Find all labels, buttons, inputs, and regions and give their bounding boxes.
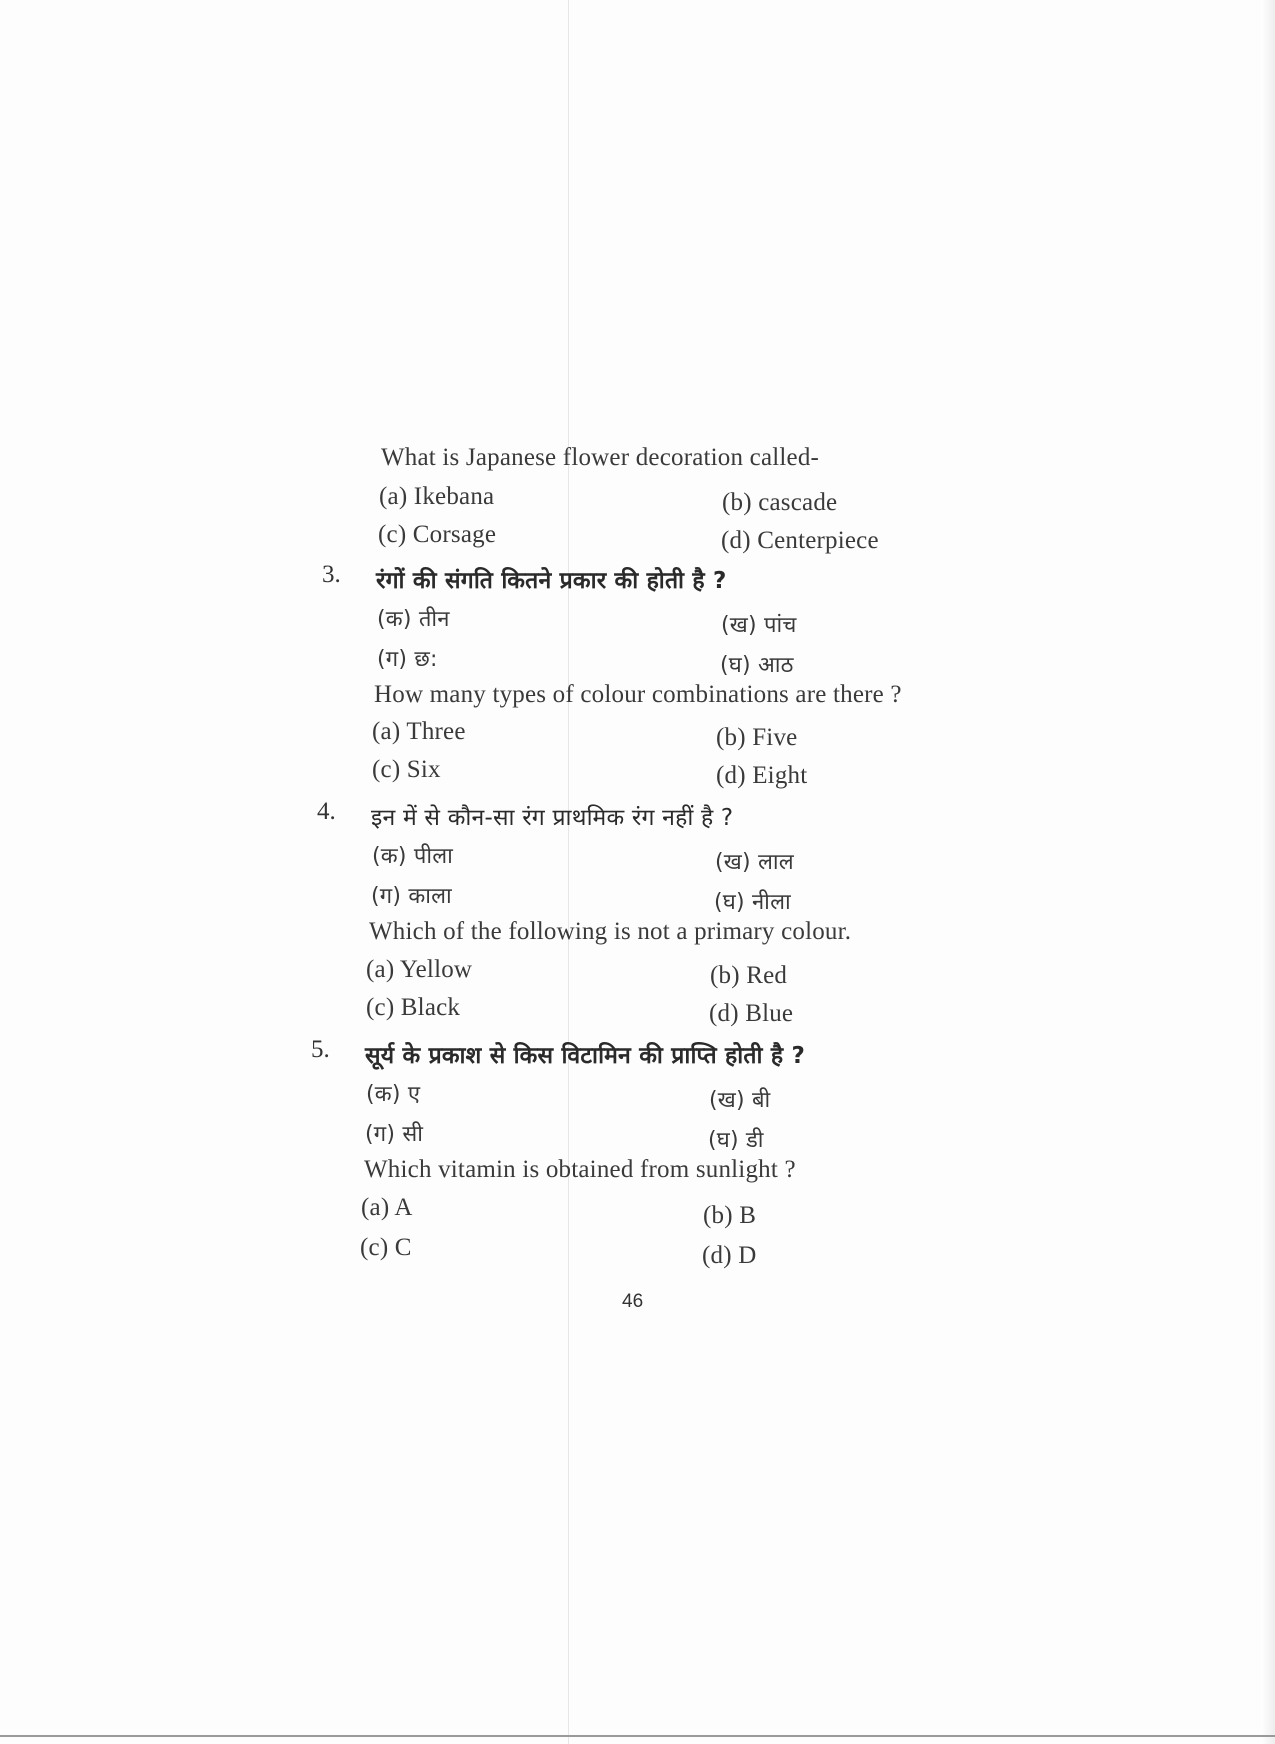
q3-option-b: (b) Five (716, 724, 798, 751)
q5-option-b: (b) B (703, 1202, 757, 1229)
q4-option-a: (a) Yellow (366, 956, 473, 983)
q3-hindi-question: रंगों की संगति कितने प्रकार की होती है ? (376, 568, 727, 594)
page-number: 46 (622, 1291, 644, 1312)
q5-hindi-option-ga: (ग) सी (365, 1122, 424, 1147)
q5-number: 5. (311, 1036, 330, 1063)
q4-hindi-option-ga: (ग) काला (371, 884, 452, 909)
scan-fold-line (568, 0, 569, 1744)
q3-hindi-option-kha: (ख) पांच (721, 613, 797, 638)
q5-option-a: (a) A (361, 1194, 413, 1221)
q5-hindi-option-ka: (क) ए (366, 1082, 421, 1107)
q3-option-a: (a) Three (372, 718, 466, 745)
q3-hindi-option-ka: (क) तीन (377, 607, 450, 632)
q4-hindi-option-kha: (ख) लाल (715, 850, 794, 875)
q4-option-c: (c) Black (366, 994, 461, 1021)
q5-option-c: (c) C (360, 1234, 412, 1261)
q3-english-question: How many types of colour combinations are there ? (374, 681, 902, 708)
q5-english-question: Which vitamin is obtained from sunlight ? (364, 1156, 796, 1183)
q3-option-d: (d) Eight (716, 762, 808, 789)
q4-option-d: (d) Blue (709, 1000, 794, 1027)
q3-hindi-option-gha: (घ) आठ (720, 653, 794, 678)
q4-number: 4. (317, 798, 336, 825)
q4-option-b: (b) Red (710, 962, 788, 989)
q2-option-b: (b) cascade (722, 489, 838, 516)
q5-option-d: (d) D (702, 1242, 757, 1269)
scan-bottom-edge (0, 1735, 1275, 1737)
q3-number: 3. (322, 561, 341, 588)
q4-hindi-option-gha: (घ) नीला (714, 890, 791, 915)
q4-hindi-question: इन में से कौन-सा रंग प्राथमिक रंग नहीं है ? (371, 805, 734, 831)
q4-english-question: Which of the following is not a primary colour. (369, 918, 852, 945)
q2-option-c: (c) Corsage (378, 521, 497, 548)
scan-edge-shadow (1261, 0, 1275, 1744)
q4-hindi-option-ka: (क) पीला (372, 844, 454, 869)
q3-hindi-option-ga: (ग) छ: (377, 647, 438, 672)
q2-option-a: (a) Ikebana (379, 483, 495, 510)
q3-option-c: (c) Six (372, 756, 441, 783)
q2-option-d: (d) Centerpiece (721, 527, 879, 554)
q5-hindi-question: सूर्य के प्रकाश से किस विटामिन की प्राप्ति होती है ? (365, 1043, 806, 1069)
q5-hindi-option-gha: (घ) डी (708, 1128, 764, 1153)
q5-hindi-option-kha: (ख) बी (709, 1088, 771, 1113)
q2-english-question: What is Japanese flower decoration called- (381, 444, 820, 471)
